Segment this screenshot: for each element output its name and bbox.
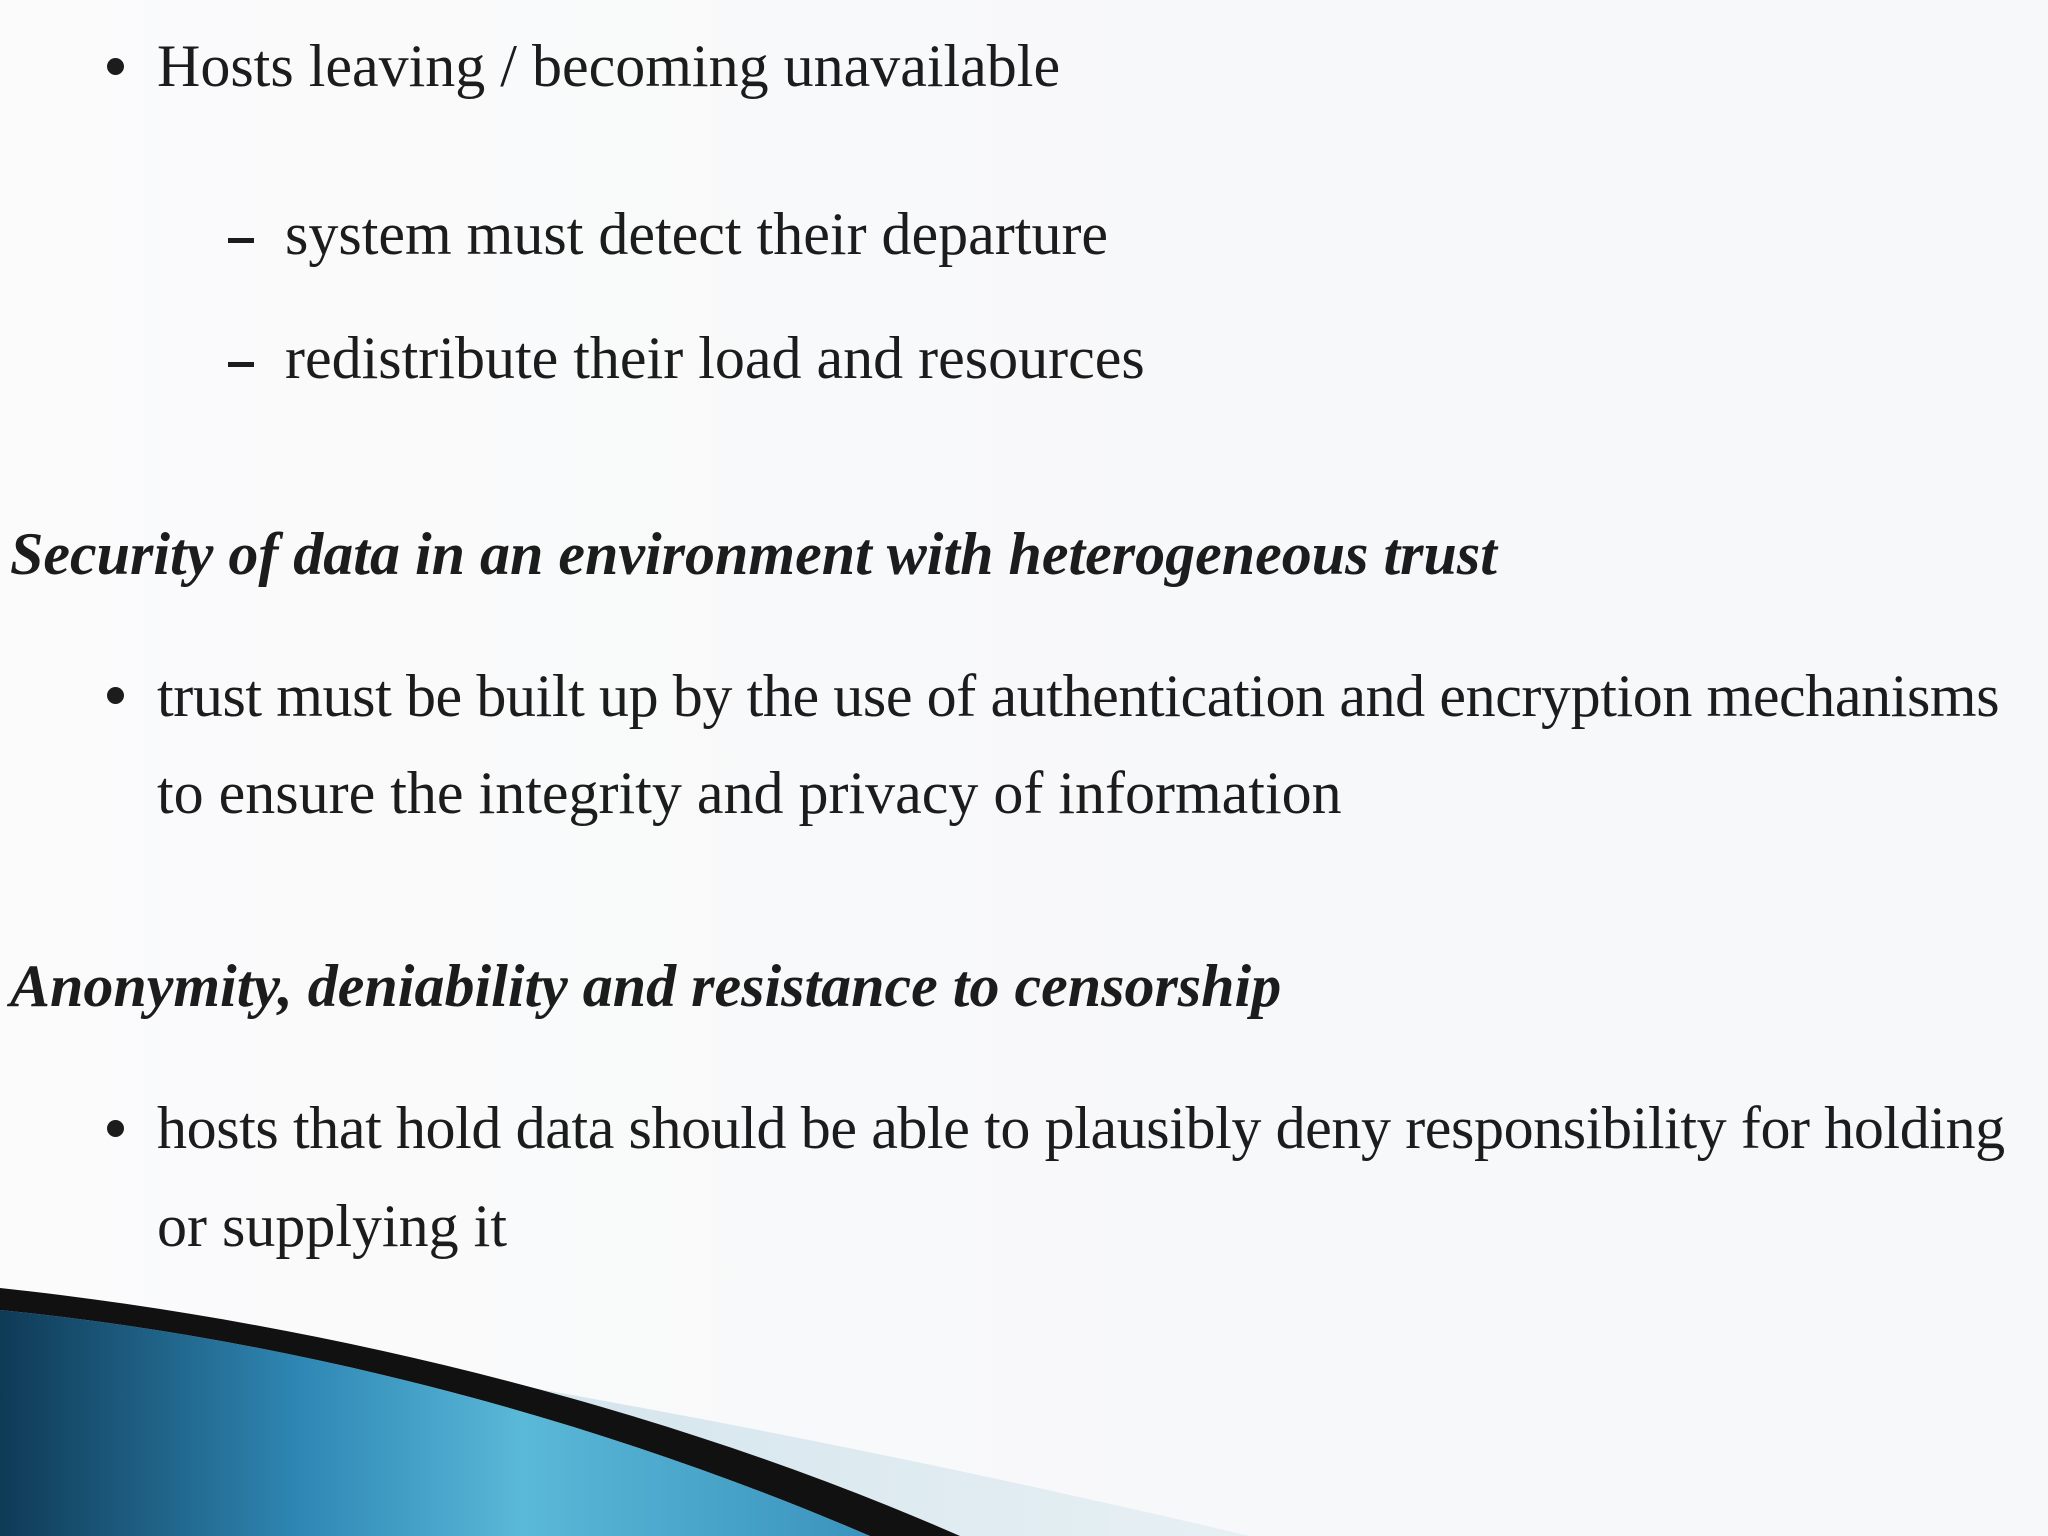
- bullet-text-continuation: to ensure the integrity and privacy of information: [157, 760, 1342, 826]
- bullet-text: hosts that hold data should be able to plausibly deny responsibility for holding: [157, 1095, 2005, 1161]
- section-heading: Anonymity, deniability and resistance to censorship: [10, 953, 1282, 1019]
- bullet-text-continuation: or supplying it: [157, 1193, 508, 1259]
- section-heading: Security of data in an environment with heterogeneous trust: [10, 521, 1497, 587]
- bullet-dot: [107, 58, 124, 75]
- dash-marker: [228, 362, 254, 367]
- sub-bullet-text: system must detect their departure: [285, 201, 1109, 267]
- bullet-dot: [107, 687, 124, 704]
- bullet-text: trust must be built up by the use of authentication and encryption mechanisms: [157, 663, 2000, 729]
- bullet-dot: [107, 1120, 124, 1137]
- decorative-swoosh: [0, 1280, 2048, 1536]
- sub-bullet-text: redistribute their load and resources: [285, 325, 1145, 391]
- dash-marker: [228, 238, 254, 243]
- bullet-text: Hosts leaving / becoming unavailable: [157, 33, 1061, 99]
